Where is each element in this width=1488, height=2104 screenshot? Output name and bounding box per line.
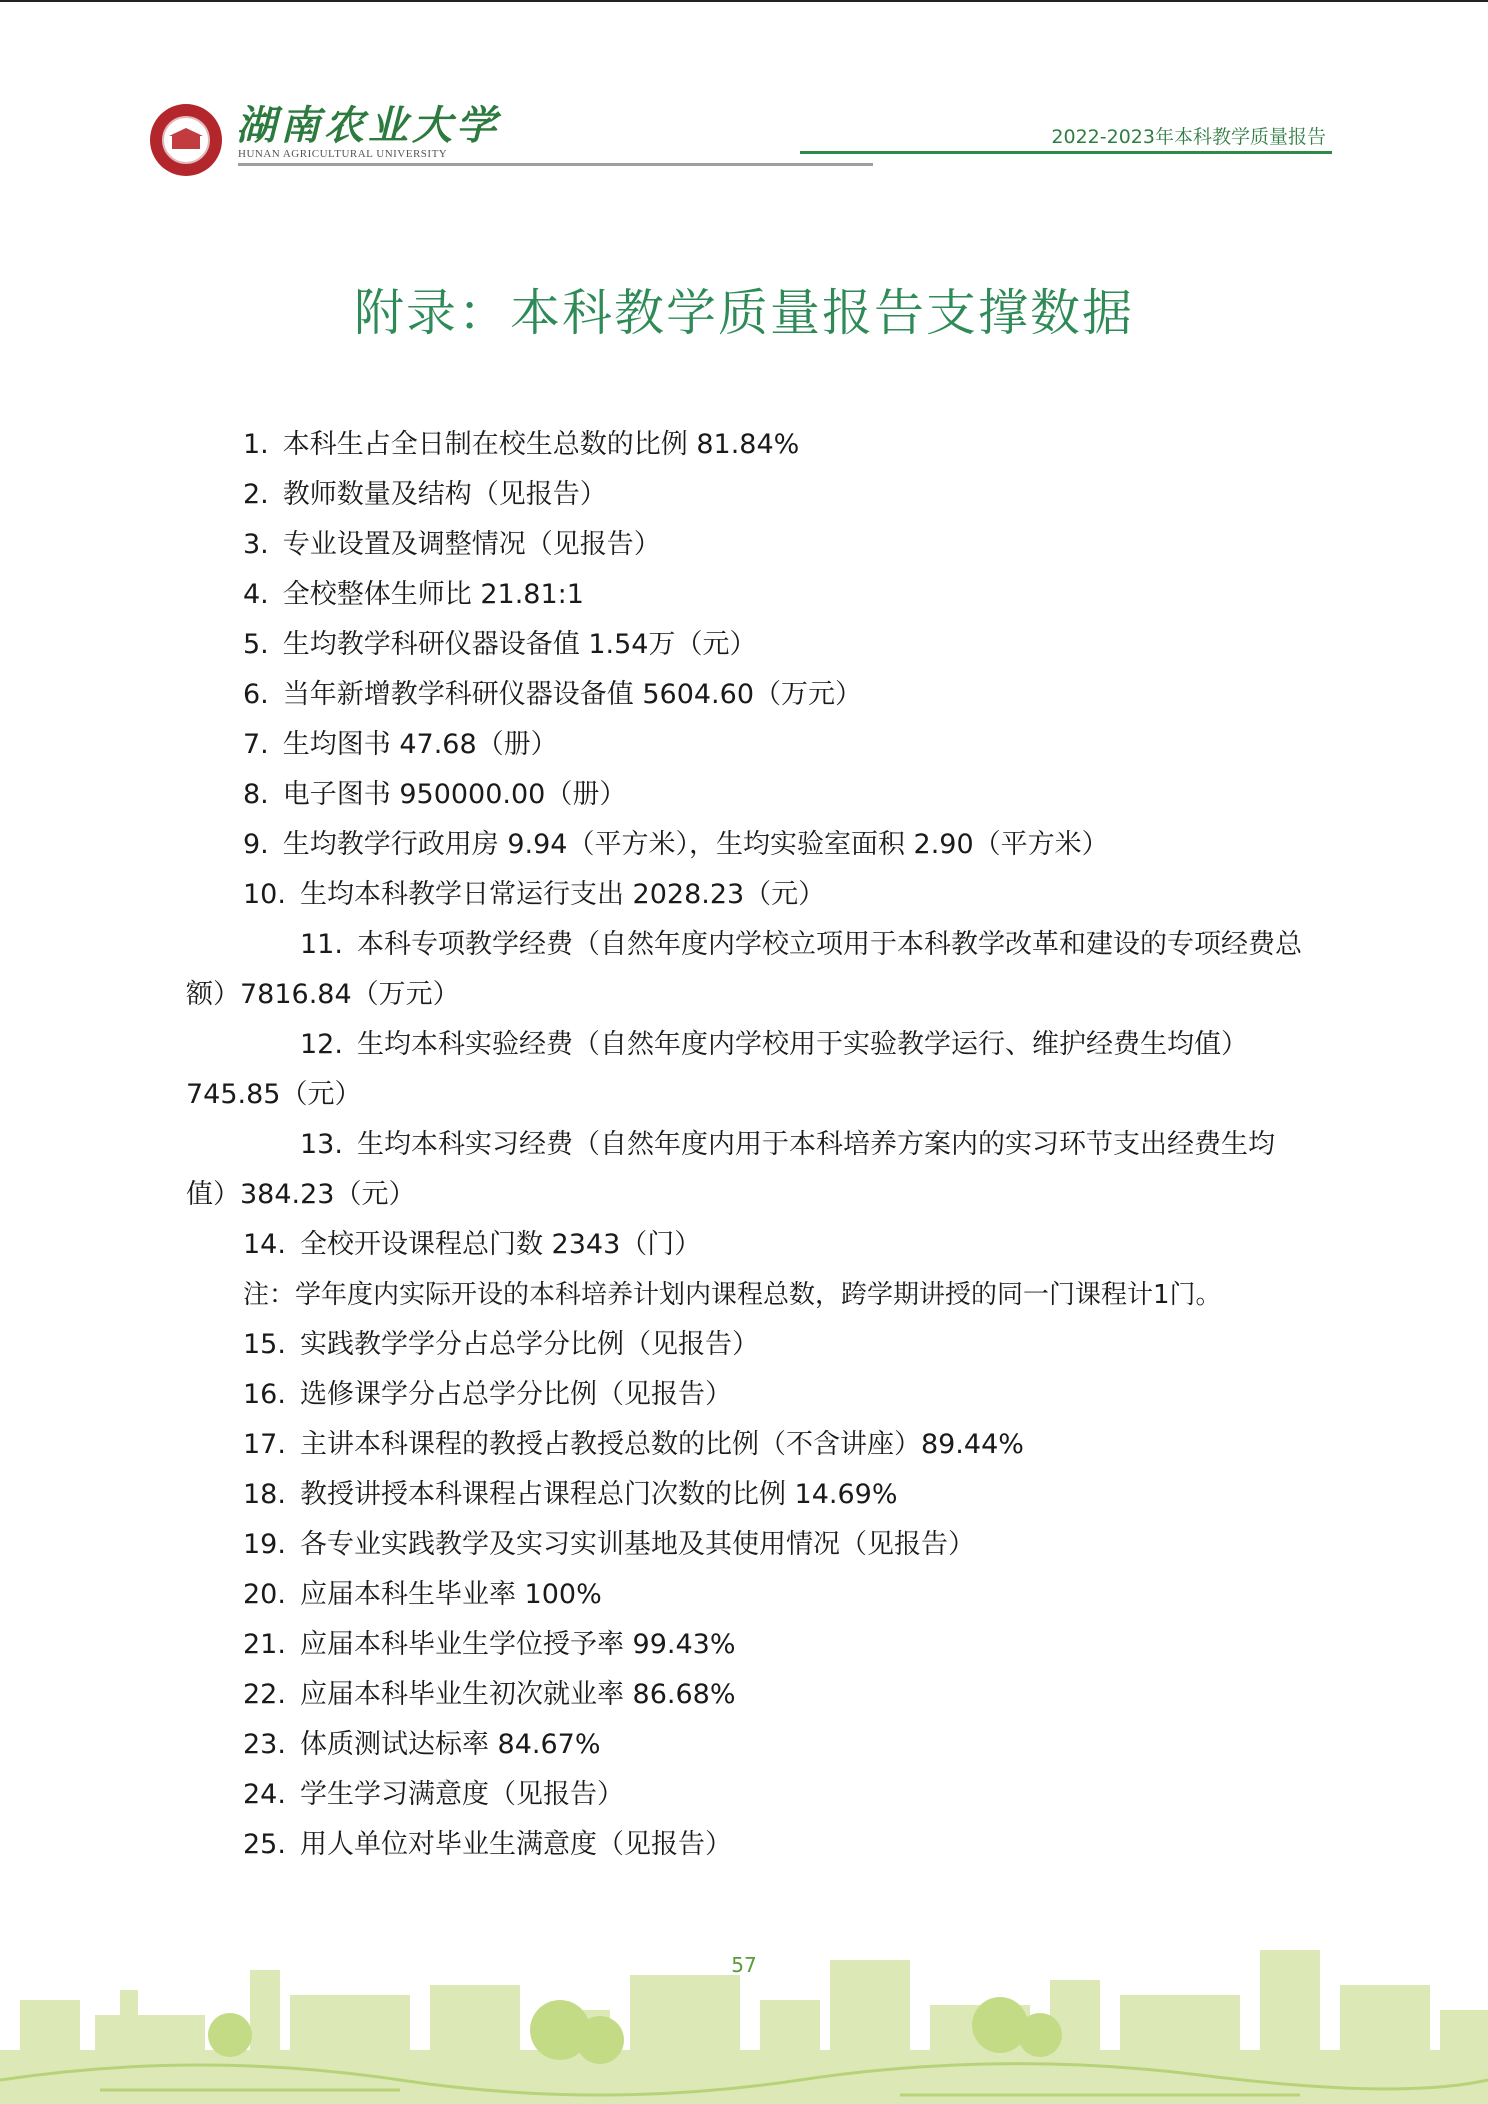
data-list: [186, 420, 1306, 1870]
header-rule-gray: [238, 163, 873, 166]
list-item: 25. 用人单位对毕业生满意度（见报告）: [243, 1829, 732, 1860]
list-item: 21. 应届本科毕业生学位授予率 99.43%: [243, 1629, 736, 1660]
university-name-logo: 湖南农业大学: [236, 102, 500, 149]
list-item: 17. 主讲本科课程的教授占教授总数的比例（不含讲座）89.44%: [243, 1429, 1024, 1460]
university-name-en: HUNAN AGRICULTURAL UNIVERSITY: [238, 148, 448, 160]
list-item: 15. 实践教学学分占总学分比例（见报告）: [243, 1329, 759, 1360]
report-title: 2022-2023年本科教学质量报告: [1051, 126, 1326, 148]
list-item: 5. 生均教学科研仪器设备值 1.54万（元）: [243, 629, 757, 660]
list-item: 14. 全校开设课程总门数 2343（门）: [243, 1229, 702, 1260]
list-item: 8. 电子图书 950000.00（册）: [243, 779, 627, 810]
note: 注：学年度内实际开设的本科培养计划内课程总数，跨学期讲授的同一门课程计1门。: [243, 1280, 1222, 1310]
header-rule-green: [800, 151, 1332, 154]
list-item: 11. 本科专项教学经费（自然年度内学校立项用于本科教学改革和建设的专项经费总额）7816.84（万元）: [186, 929, 1302, 1010]
list-item: 22. 应届本科毕业生初次就业率 86.68%: [243, 1679, 736, 1710]
list-item: 6. 当年新增教学科研仪器设备值 5604.60（万元）: [243, 679, 862, 710]
list-item: 7. 生均图书 47.68（册）: [243, 729, 558, 760]
university-seal-logo: [150, 104, 222, 176]
list-item: 1. 本科生占全日制在校生总数的比例 81.84%: [243, 429, 800, 460]
list-item: 24. 学生学习满意度（见报告）: [243, 1779, 624, 1810]
list-item: 4. 全校整体生师比 21.81:1: [243, 579, 584, 610]
list-item: 20. 应届本科生毕业率 100%: [243, 1579, 602, 1610]
page-header: [0, 0, 1488, 180]
list-item: 9. 生均教学行政用房 9.94（平方米），生均实验室面积 2.90（平方米）: [243, 829, 1109, 860]
list-item: 16. 选修课学分占总学分比例（见报告）: [243, 1379, 732, 1410]
page-number: 57: [731, 1953, 757, 1977]
list-item: 23. 体质测试达标率 84.67%: [243, 1729, 601, 1760]
list-item: 12. 生均本科实验经费（自然年度内学校用于实验教学运行、维护经费生均值）745.85（元）: [186, 1029, 1248, 1110]
page-title: 附录：本科教学质量报告支撑数据: [354, 284, 1134, 342]
list-item: 10. 生均本科教学日常运行支出 2028.23（元）: [243, 879, 826, 910]
list-item: 2. 教师数量及结构（见报告）: [243, 479, 607, 510]
list-item: 13. 生均本科实习经费（自然年度内用于本科培养方案内的实习环节支出经费生均值）384.23（元）: [186, 1129, 1275, 1210]
list-item: 3. 专业设置及调整情况（见报告）: [243, 529, 661, 560]
list-item: 18. 教授讲授本科课程占课程总门次数的比例 14.69%: [243, 1479, 898, 1510]
list-item: 19. 各专业实践教学及实习实训基地及其使用情况（见报告）: [243, 1529, 975, 1560]
